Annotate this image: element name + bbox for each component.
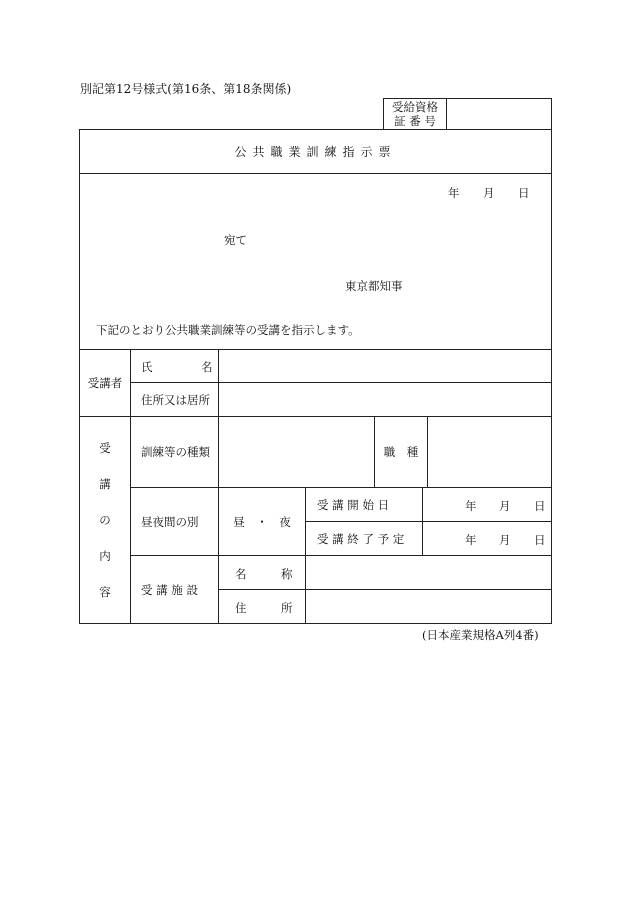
start-date-month: 月 [499,499,511,513]
facility-name-label-2: 称 [281,567,293,581]
issue-date-day: 日 [518,186,530,200]
occupation-field[interactable] [428,417,551,487]
footer-note: (日本産業規格A列4番) [422,628,539,642]
cert-label [384,98,446,129]
name-label [131,350,218,382]
facility-address-label-1: 住 [235,601,247,615]
end-date-year: 年 [465,533,477,547]
name-label-2: 名 [201,360,213,374]
facility-address-label-2: 所 [281,601,293,615]
end-date-day: 日 [534,533,546,547]
cert-label-line2: 証 番 号 [394,113,436,128]
facility-name-label-1: 名 [235,567,247,581]
trainee-name-field[interactable] [219,350,551,382]
training-type-field[interactable] [219,417,374,487]
occupation-label: 職 種 [383,445,419,459]
title-divider [79,173,552,174]
issue-date [448,185,528,199]
course-section-char-5: 容 [99,585,111,599]
facility-label: 受 講 施 設 [141,582,198,597]
issue-date-month: 月 [483,186,495,200]
course-section-char-3: の [99,513,111,527]
cert-label-line1: 受給資格 [392,99,438,114]
end-date-label: 受 講 終 了 予 定 [317,531,405,546]
course-section-char-2: 講 [99,477,111,491]
facility-name-field[interactable] [306,556,551,589]
facility-name-label [219,556,305,589]
start-date-field[interactable] [423,488,551,521]
name-label-1: 氏 [141,360,153,374]
form-number: 別記第12号様式(第16条、第18条関係) [80,82,292,96]
frame-bottom [79,623,552,624]
course-section-label [80,440,130,600]
instruction-text: 下記のとおり公共職業訓練等の受講を指示します。 [96,323,360,337]
start-date-label: 受 講 開 始 日 [317,497,390,512]
frame-right [551,98,552,624]
issue-date-year: 年 [448,186,460,200]
course-section-char-4: 内 [99,549,111,563]
start-date-day: 日 [534,499,546,513]
end-date-field[interactable] [423,522,551,555]
daynight-label: 昼夜間の別 [141,514,199,529]
address-label: 住所又は居所 [141,392,210,407]
facility-address-label [219,590,305,623]
issuer: 東京都知事 [345,279,403,293]
cert-number-field[interactable] [447,98,551,129]
form-title: 公共職業訓練指示票 [234,145,397,159]
course-section-char-1: 受 [99,441,111,455]
training-type-label: 訓練等の種類 [141,445,210,459]
trainee-address-field[interactable] [219,383,551,416]
addressee-suffix: 宛て [224,233,247,247]
start-date-year: 年 [465,499,477,513]
facility-address-field[interactable] [306,590,551,623]
end-date-month: 月 [499,533,511,547]
daynight-field[interactable]: 昼 ・ 夜 [233,514,291,529]
trainee-section-label: 受講者 [87,376,123,390]
